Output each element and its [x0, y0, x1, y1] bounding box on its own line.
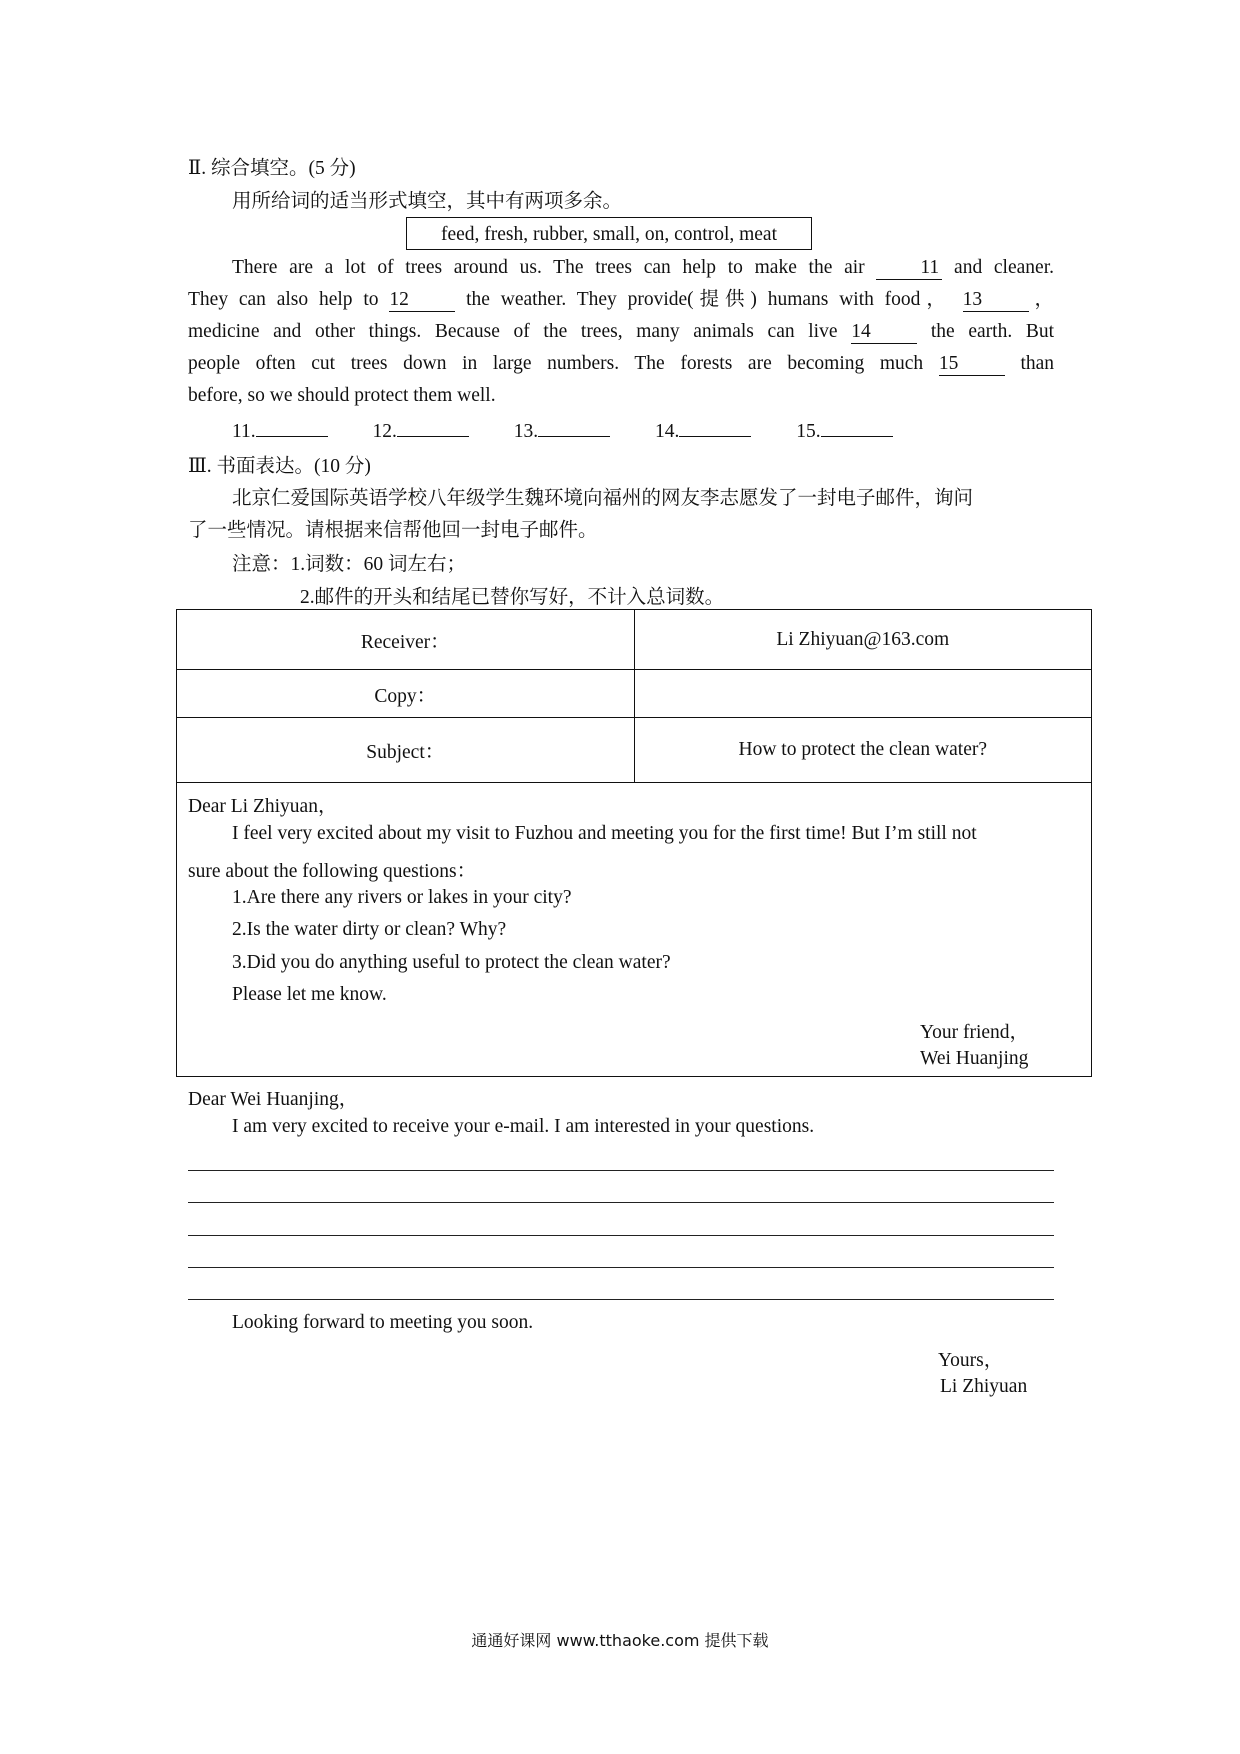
incoming-body-line2: sure about the following questions：	[188, 861, 477, 882]
answer-14[interactable]: 14.	[655, 416, 751, 448]
blank-11: 11	[876, 257, 942, 280]
answer-blanks	[232, 416, 933, 448]
section3-intro-line2: 了一些情况。请根据来信帮他回一封电子邮件。	[188, 520, 598, 541]
incoming-question-3: 3.Did you do anything useful to protect the clean water?	[232, 952, 671, 973]
incoming-signoff: Your friend，	[920, 1022, 1030, 1043]
blank-13: 13	[963, 289, 1029, 312]
writing-line[interactable]	[188, 1170, 1054, 1171]
section2-instruction: 用所给词的适当形式填空，其中有两项多余。	[232, 191, 623, 212]
incoming-request: Please let me know.	[232, 984, 387, 1005]
passage-line-5: before, so we should protect them well.	[188, 385, 496, 406]
section3-intro-line1: 北京仁爱国际英语学校八年级学生魏环境向福州的网友李志愿发了一封电子邮件，询问	[232, 488, 974, 509]
blank-15: 15	[939, 353, 1005, 376]
incoming-body-line1: I feel very excited about my visit to Fuzhou and meeting you for the first time! But I’m still not	[232, 823, 977, 844]
subject-value: How to protect the clean water?	[634, 718, 1092, 783]
note-format: 2.邮件的开头和结尾已替你写好，不计入总词数。	[300, 587, 725, 608]
note-word-count: 注意：1.词数：60 词左右；	[232, 554, 467, 575]
answer-15[interactable]: 15.	[796, 416, 892, 448]
incoming-greeting: Dear Li Zhiyuan，	[188, 796, 338, 817]
receiver-label: Receiver：	[177, 610, 635, 670]
incoming-signature: Wei Huanjing	[920, 1048, 1029, 1069]
footer-source: 通通好课网 www.tthaoke.com 提供下载	[471, 1631, 769, 1650]
passage-line-3: medicine and other things. Because of the trees, many animals can live 14 the earth. But	[188, 321, 1055, 342]
answer-13[interactable]: 13.	[514, 416, 610, 448]
passage-line-4: people often cut trees down in large numbers. The forests are becoming much 15 than	[188, 353, 1055, 374]
incoming-question-1: 1.Are there any rivers or lakes in your city?	[232, 887, 572, 908]
writing-line[interactable]	[188, 1202, 1054, 1203]
writing-line[interactable]	[188, 1235, 1054, 1236]
section3-heading: Ⅲ. 书面表达。(10 分)	[188, 456, 371, 477]
subject-label: Subject：	[177, 718, 635, 783]
passage-line-2: They can also help to 12 the weather. They provide(提供) humans with food， 13 ，	[188, 289, 1055, 310]
receiver-value: Li Zhiyuan@163.com	[634, 610, 1092, 670]
blank-12: 12	[389, 289, 455, 312]
answer-11[interactable]: 11.	[232, 416, 328, 448]
word-box: feed, fresh, rubber, small, on, control, meat	[406, 217, 812, 250]
blank-14: 14	[851, 321, 917, 344]
copy-label: Copy：	[177, 670, 635, 718]
writing-line[interactable]	[188, 1299, 1054, 1300]
writing-line[interactable]	[188, 1267, 1054, 1268]
passage-line-1: There are a lot of trees around us. The trees can help to make the air 11 and cleaner.	[232, 257, 1054, 278]
email-header-table	[176, 609, 1092, 783]
incoming-question-2: 2.Is the water dirty or clean? Why?	[232, 919, 507, 940]
section2-heading: Ⅱ. 综合填空。(5 分)	[188, 158, 356, 179]
copy-value	[634, 670, 1092, 718]
reply-opening: I am very excited to receive your e-mail. I am interested in your questions.	[232, 1116, 815, 1137]
reply-signature: Li Zhiyuan	[940, 1376, 1028, 1397]
reply-greeting: Dear Wei Huanjing，	[188, 1089, 359, 1110]
reply-closing: Looking forward to meeting you soon.	[232, 1312, 534, 1333]
reply-signoff: Yours，	[938, 1350, 1004, 1371]
answer-12[interactable]: 12.	[373, 416, 469, 448]
